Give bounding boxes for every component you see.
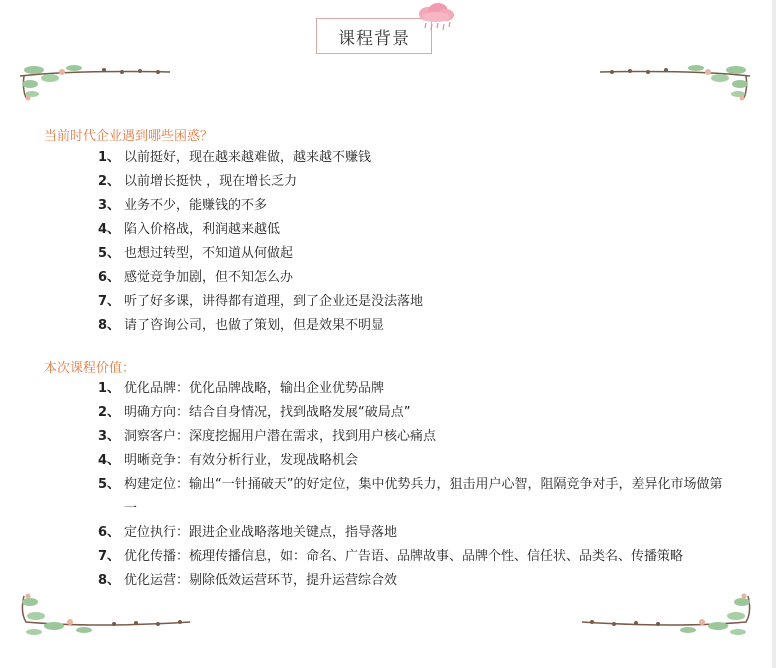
list-item (98, 569, 734, 593)
item-number: 5、 (98, 246, 121, 261)
item-text: 业务不少，能赚钱的不多 (124, 198, 268, 213)
item-number: 8、 (98, 318, 121, 333)
right-edge-bar (772, 0, 776, 668)
item-text: 请了咨询公司，也做了策划，但是效果不明显 (124, 318, 385, 333)
item-number: 5、 (98, 477, 121, 492)
item-text: 洞察客户：深度挖掘用户潜在需求，找到用户核心痛点 (124, 429, 437, 444)
list-item (98, 170, 423, 194)
item-number: 4、 (98, 222, 121, 237)
value-list (98, 377, 734, 593)
list-item (98, 545, 734, 569)
floral-branch-bottom-right-icon (578, 592, 758, 638)
problems-list (98, 146, 423, 338)
item-text: 优化运营：剔除低效运营环节，提升运营综合效 (124, 573, 398, 588)
list-item (98, 242, 423, 266)
list-item (98, 146, 423, 170)
list-item (98, 266, 423, 290)
item-text: 明晰竞争：有效分析行业，发现战略机会 (124, 453, 359, 468)
list-item (98, 473, 734, 521)
floral-branch-top-left-icon (14, 62, 174, 102)
item-text: 明确方向：结合自身情况，找到战略发展“破局点” (124, 405, 411, 420)
item-number: 6、 (98, 525, 121, 540)
item-text: 以前挺好，现在越来越难做，越来越不赚钱 (124, 150, 372, 165)
item-number: 7、 (98, 549, 121, 564)
list-item (98, 449, 734, 473)
item-text: 优化传播：梳理传播信息，如：命名、广告语、品牌故事、品牌个性、信任状、品类名、传播策略 (124, 549, 684, 564)
page-title-text: 课程背景 (338, 28, 410, 49)
list-item (98, 521, 734, 545)
item-number: 1、 (98, 150, 121, 165)
item-text: 定位执行：跟进企业战略落地关键点，指导落地 (124, 525, 398, 540)
item-number: 4、 (98, 453, 121, 468)
list-item (98, 290, 423, 314)
item-text: 优化品牌：优化品牌战略，输出企业优势品牌 (124, 381, 385, 396)
item-number: 6、 (98, 270, 121, 285)
item-text: 以前增长挺快 ，现在增长乏力 (124, 174, 298, 189)
item-number: 1、 (98, 381, 121, 396)
item-text: 也想过转型，不知道从何做起 (124, 246, 294, 261)
item-number: 2、 (98, 174, 121, 189)
item-number: 8、 (98, 573, 121, 588)
list-item (98, 194, 423, 218)
list-item (98, 314, 423, 338)
item-text: 听了好多课，讲得都有道理，到了企业还是没法落地 (124, 294, 424, 309)
item-text: 感觉竞争加剧，但不知怎么办 (124, 270, 294, 285)
list-item (98, 401, 734, 425)
item-number: 7、 (98, 294, 121, 309)
item-number: 2、 (98, 405, 121, 420)
floral-branch-top-right-icon (596, 62, 756, 102)
section-heading-problems: 当前时代企业遇到哪些困惑？ (44, 129, 214, 144)
cloud-icon (414, 2, 458, 34)
item-text: 构建定位：输出“一针捅破天”的好定位，集中优势兵力，狙击用户心智，阻隔竞争对手，差异化市场做第一 (124, 477, 723, 516)
floral-branch-bottom-left-icon (14, 592, 194, 638)
list-item (98, 377, 734, 401)
item-number: 3、 (98, 198, 121, 213)
list-item (98, 218, 423, 242)
section-heading-value: 本次课程价值： (44, 361, 136, 376)
item-text: 陷入价格战，利润越来越低 (124, 222, 281, 237)
list-item (98, 425, 734, 449)
item-number: 3、 (98, 429, 121, 444)
